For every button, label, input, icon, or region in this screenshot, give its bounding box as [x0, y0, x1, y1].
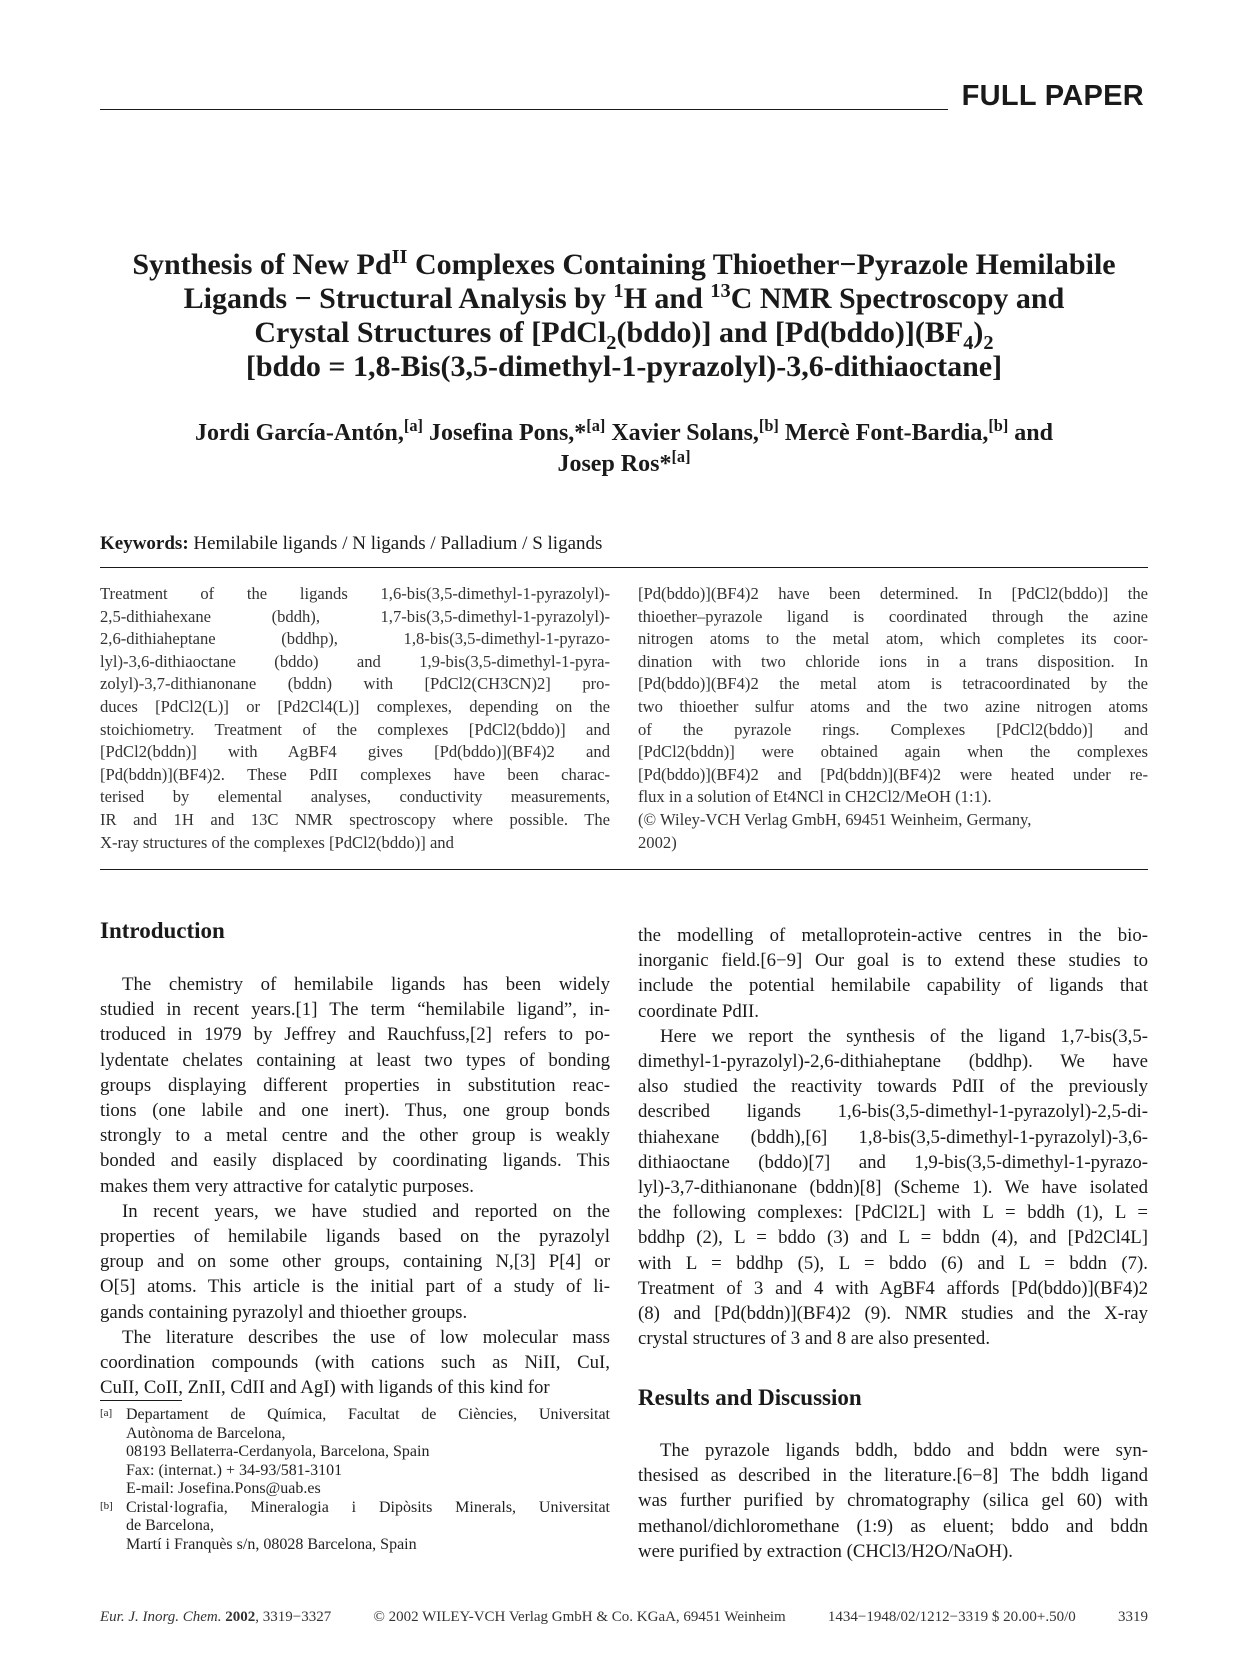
abstract-right: [638, 583, 1148, 854]
text-line: flux in a solution of Et4NCl in CH2Cl2/MeOH (1:1).: [638, 787, 992, 807]
keywords-rule: [100, 567, 1148, 568]
text-line: 2,6-dithiaheptane (bddhp), 1,8-bis(3,5-dimethyl-1-pyrazo-: [100, 629, 610, 649]
text-line: The literature describes the use of low molecular mass: [122, 1326, 610, 1348]
text-line: Autònoma de Barcelona,: [126, 1424, 286, 1442]
text-line: also studied the reactivity towards PdII of the previously: [638, 1076, 1148, 1098]
text-line: dination with two chloride ions in a trans disposition. In: [638, 651, 1148, 671]
text-line: methanol/dichloromethane (1:9) as eluent; bddo and bddn: [638, 1515, 1148, 1537]
text-line: [Pd(bddo)](BF4)2 have been determined. In [PdCl2(bddo)] the: [638, 584, 1148, 603]
text-line: The chemistry of hemilabile ligands has been widely: [122, 974, 610, 995]
text-line: thioether–pyrazole ligand is coordinated through the azine: [638, 606, 1148, 626]
header-rule: [100, 109, 948, 110]
text-line: Cristal·lografia, Mineralogia i Dipòsits Minerals, Universitat: [126, 1498, 610, 1516]
introduction-heading: Introduction: [100, 918, 225, 943]
title-line-1: Synthesis of New $Pd^{II}$ Complexes Containing Thioether−Pyrazole Hemilabile: [132, 246, 1116, 281]
text-line: studied in recent years.[1] The term “hemilabile ligand”, in-: [100, 999, 610, 1021]
text-line: thesised as described in the literature.[6−8] The bddh ligand: [638, 1465, 1148, 1487]
text-line: de Barcelona,: [126, 1517, 214, 1534]
affiliation-a: [a] Departament de Química, Facultat de Ciències, Universitat Autònoma de Barcelona, 08193 Bellaterra-Cerdanyola, Barcelona, Spain Fax: (internat.) + 34-93/581-3101 E-mail: Josefina.Pons@uab.es: [100, 1406, 610, 1497]
citation: Eur. J. Inorg. Chem. 2002, 3319−3327: [100, 1609, 332, 1625]
results-heading: Results and Discussion: [638, 1385, 862, 1410]
text-line: thiahexane (bddh),[6] 1,8-bis(3,5-dimethyl-1-pyrazolyl)-3,6-: [638, 1126, 1148, 1148]
text-line: the following complexes: [PdCl2L] with L = bddh (1), L =: [638, 1202, 1148, 1224]
text-line: [Pd(bddo)](BF4)2 and [Pd(bddn)](BF4)2 were heated under re-: [638, 764, 1148, 784]
text-line: stoichiometry. Treatment of the complexes [PdCl2(bddo)] and: [100, 719, 610, 739]
text-line: CuII, CoII, ZnII, CdII and AgI) with ligands of this kind for: [100, 1377, 550, 1399]
text-line: strongly to a metal centre and the other group is weakly: [100, 1125, 610, 1147]
affiliation-b: [b] Cristal·lografia, Mineralogia i Dipòsits Minerals, Universitat de Barcelona, Martí i Franquès s/n, 08028 Barcelona, Spain: [100, 1498, 610, 1553]
text-line: group and on some other groups, containing N,[3] P[4] or: [100, 1251, 610, 1273]
text-line: X-ray structures of the complexes [PdCl2(bddo)] and: [100, 832, 454, 852]
text-line: 08193 Bellaterra-Cerdanyola, Barcelona, Spain: [126, 1443, 430, 1460]
affiliations: [100, 1406, 610, 1554]
text-line: Treatment of 3 and 4 with AgBF4 affords [Pd(bddo)](BF4)2: [638, 1277, 1148, 1299]
text-line: were purified by extraction (CHCl3/H2O/NaOH).: [638, 1540, 1014, 1562]
text-line: Fax: (internat.) + 34-93/581-3101: [126, 1461, 343, 1479]
text-line: O[5] atoms. This article is the initial part of a study of li-: [100, 1276, 610, 1298]
text-line: [PdCl2(bddn)] were obtained again when the complexes: [638, 742, 1148, 762]
text-line: crystal structures of 3 and 8 are also presented.: [638, 1328, 991, 1350]
results-text: [638, 1438, 1148, 1564]
issn: 1434−1948/02/1212−3319 $ 20.00+.50/0: [827, 1609, 1076, 1625]
text-line: [Pd(bddo)](BF4)2 the metal atom is tetracoordinated by the: [638, 674, 1148, 694]
text-line: groups displaying different properties in substitution reac-: [100, 1074, 610, 1096]
text-line: coordinate PdII.: [638, 1000, 759, 1022]
text-line: 2,5-dithiahexane (bddh), 1,7-bis(3,5-dimethyl-1-pyrazolyl)-: [100, 606, 610, 626]
text-line: bddhp (2), L = bddo (3) and L = bddn (4), and [Pd2Cl4L]: [638, 1227, 1148, 1249]
text-line: (© Wiley-VCH Verlag GmbH, 69451 Weinheim, Germany,: [638, 809, 1032, 829]
text-line: duces [PdCl2(L)] or [Pd2Cl4(L)] complexes, depending on the: [100, 696, 610, 716]
text-line: inorganic field.[6−9] Our goal is to extend these studies to: [638, 950, 1148, 972]
text-line: troduced in 1979 by Jeffrey and Rauchfuss,[2] refers to po-: [100, 1024, 610, 1046]
text-line: Martí i Franquès s/n, 08028 Barcelona, Spain: [126, 1535, 417, 1553]
text-line: In recent years, we have studied and reported on the: [122, 1200, 610, 1222]
text-line: bonded and easily displaced by coordinating ligands. This: [100, 1150, 610, 1172]
text-line: The pyrazole ligands bddh, bddo and bddn were syn-: [660, 1440, 1148, 1461]
text-line: lyl)-3,6-dithiaoctane (bddo) and 1,9-bis(3,5-dimethyl-1-pyra-: [100, 651, 610, 671]
text-line: zolyl)-3,7-dithianonane (bddn) with [PdCl2(CH3CN)2] pro-: [100, 674, 610, 694]
text-line: dimethyl-1-pyrazolyl)-2,6-dithiaheptane (bddhp). We have: [638, 1051, 1148, 1073]
text-line: E-mail: Josefina.Pons@uab.es: [126, 1480, 321, 1497]
text-line: properties of hemilabile ligands based on the pyrazolyl: [100, 1226, 610, 1248]
text-line: 2002): [638, 832, 677, 852]
text-line: IR and 1H and 13C NMR spectroscopy where possible. The: [100, 809, 610, 829]
text-line: (8) and [Pd(bddn)](BF4)2 (9). NMR studies and the X-ray: [638, 1303, 1148, 1325]
title-line-3: Crystal Structures of [PdCl$_2$(bddo)] and $[Pd(bddo)](BF_4)_2$: [254, 316, 994, 354]
text-line: tions (one labile and one inert). Thus, one group bonds: [100, 1100, 610, 1122]
footnote-rule: [100, 1400, 182, 1401]
text-line: lyl)-3,7-dithianonane (bddn)[8] (Scheme 1). We have isolated: [638, 1177, 1148, 1199]
text-line: terised by elemental analyses, conductivity measurements,: [100, 787, 610, 807]
text-line: with L = bddhp (5), L = bddo (6) and L = bddn (7).: [638, 1252, 1148, 1274]
abstract-left: [100, 583, 610, 854]
text-line: Departament de Química, Facultat de Ciències, Universitat: [126, 1406, 610, 1423]
keywords: Keywords: Hemilabile ligands / N ligands / Palladium / S ligands: [100, 533, 603, 554]
paper-title: [100, 248, 1148, 384]
text-line: makes them very attractive for catalytic purposes.: [100, 1175, 474, 1197]
text-line: nitrogen atoms to the metal atom, which completes its coor-: [638, 629, 1148, 649]
copyright: © 2002 WILEY-VCH Verlag GmbH & Co. KGaA, 69451 Weinheim: [373, 1609, 786, 1625]
text-line: [PdCl2(bddn)] with AgBF4 gives [Pd(bddo)](BF4)2 and: [100, 742, 610, 762]
text-line: gands containing pyrazolyl and thioether groups.: [100, 1301, 468, 1323]
text-line: the modelling of metalloprotein-active centres in the bio-: [638, 925, 1148, 946]
section-label: FULL PAPER: [961, 80, 1144, 112]
author-list: Jordi García-Antón,[a] Josefina Pons,*[a] Xavier Solans,[b] Mercè Font-Bardia,[b] and Josep Ros*[a]: [195, 416, 1053, 477]
text-line: dithiaoctane (bddo)[7] and 1,9-bis(3,5-dimethyl-1-pyrazo-: [638, 1151, 1148, 1173]
text-line: lydentate chelates containing at least two types of bonding: [100, 1049, 610, 1071]
abstract-rule: [100, 869, 1148, 870]
text-line: was further purified by chromatography (silica gel 60) with: [638, 1490, 1148, 1512]
text-line: two thioether sulfur atoms and the two azine nitrogen atoms: [638, 696, 1148, 716]
text-line: coordination compounds (with cations such as NiII, CuI,: [100, 1352, 610, 1374]
text-line: include the potential hemilabile capability of ligands that: [638, 975, 1148, 997]
page-number: 3319: [1117, 1609, 1148, 1625]
title-line-4: [bddo = 1,8-Bis(3,5-dimethyl-1-pyrazolyl)-3,6-dithiaoctane]: [245, 350, 1003, 383]
title-line-2: Ligands − Structural Analysis by $^1$H and $^{13}$C NMR Spectroscopy and: [183, 280, 1065, 315]
text-line: Treatment of the ligands 1,6-bis(3,5-dimethyl-1-pyrazolyl)-: [100, 584, 610, 603]
text-line: [Pd(bddn)](BF4)2. These PdII complexes have been charac-: [100, 764, 610, 784]
text-line: Here we report the synthesis of the ligand 1,7-bis(3,5-: [660, 1025, 1148, 1047]
right-column-text: [638, 923, 1148, 1351]
introduction-text: [100, 972, 610, 1400]
page-footer: [100, 1609, 1148, 1626]
text-line: described ligands 1,6-bis(3,5-dimethyl-1-pyrazolyl)-2,5-di-: [638, 1101, 1148, 1123]
text-line: of the pyrazole rings. Complexes [PdCl2(bddo)] and: [638, 719, 1148, 739]
